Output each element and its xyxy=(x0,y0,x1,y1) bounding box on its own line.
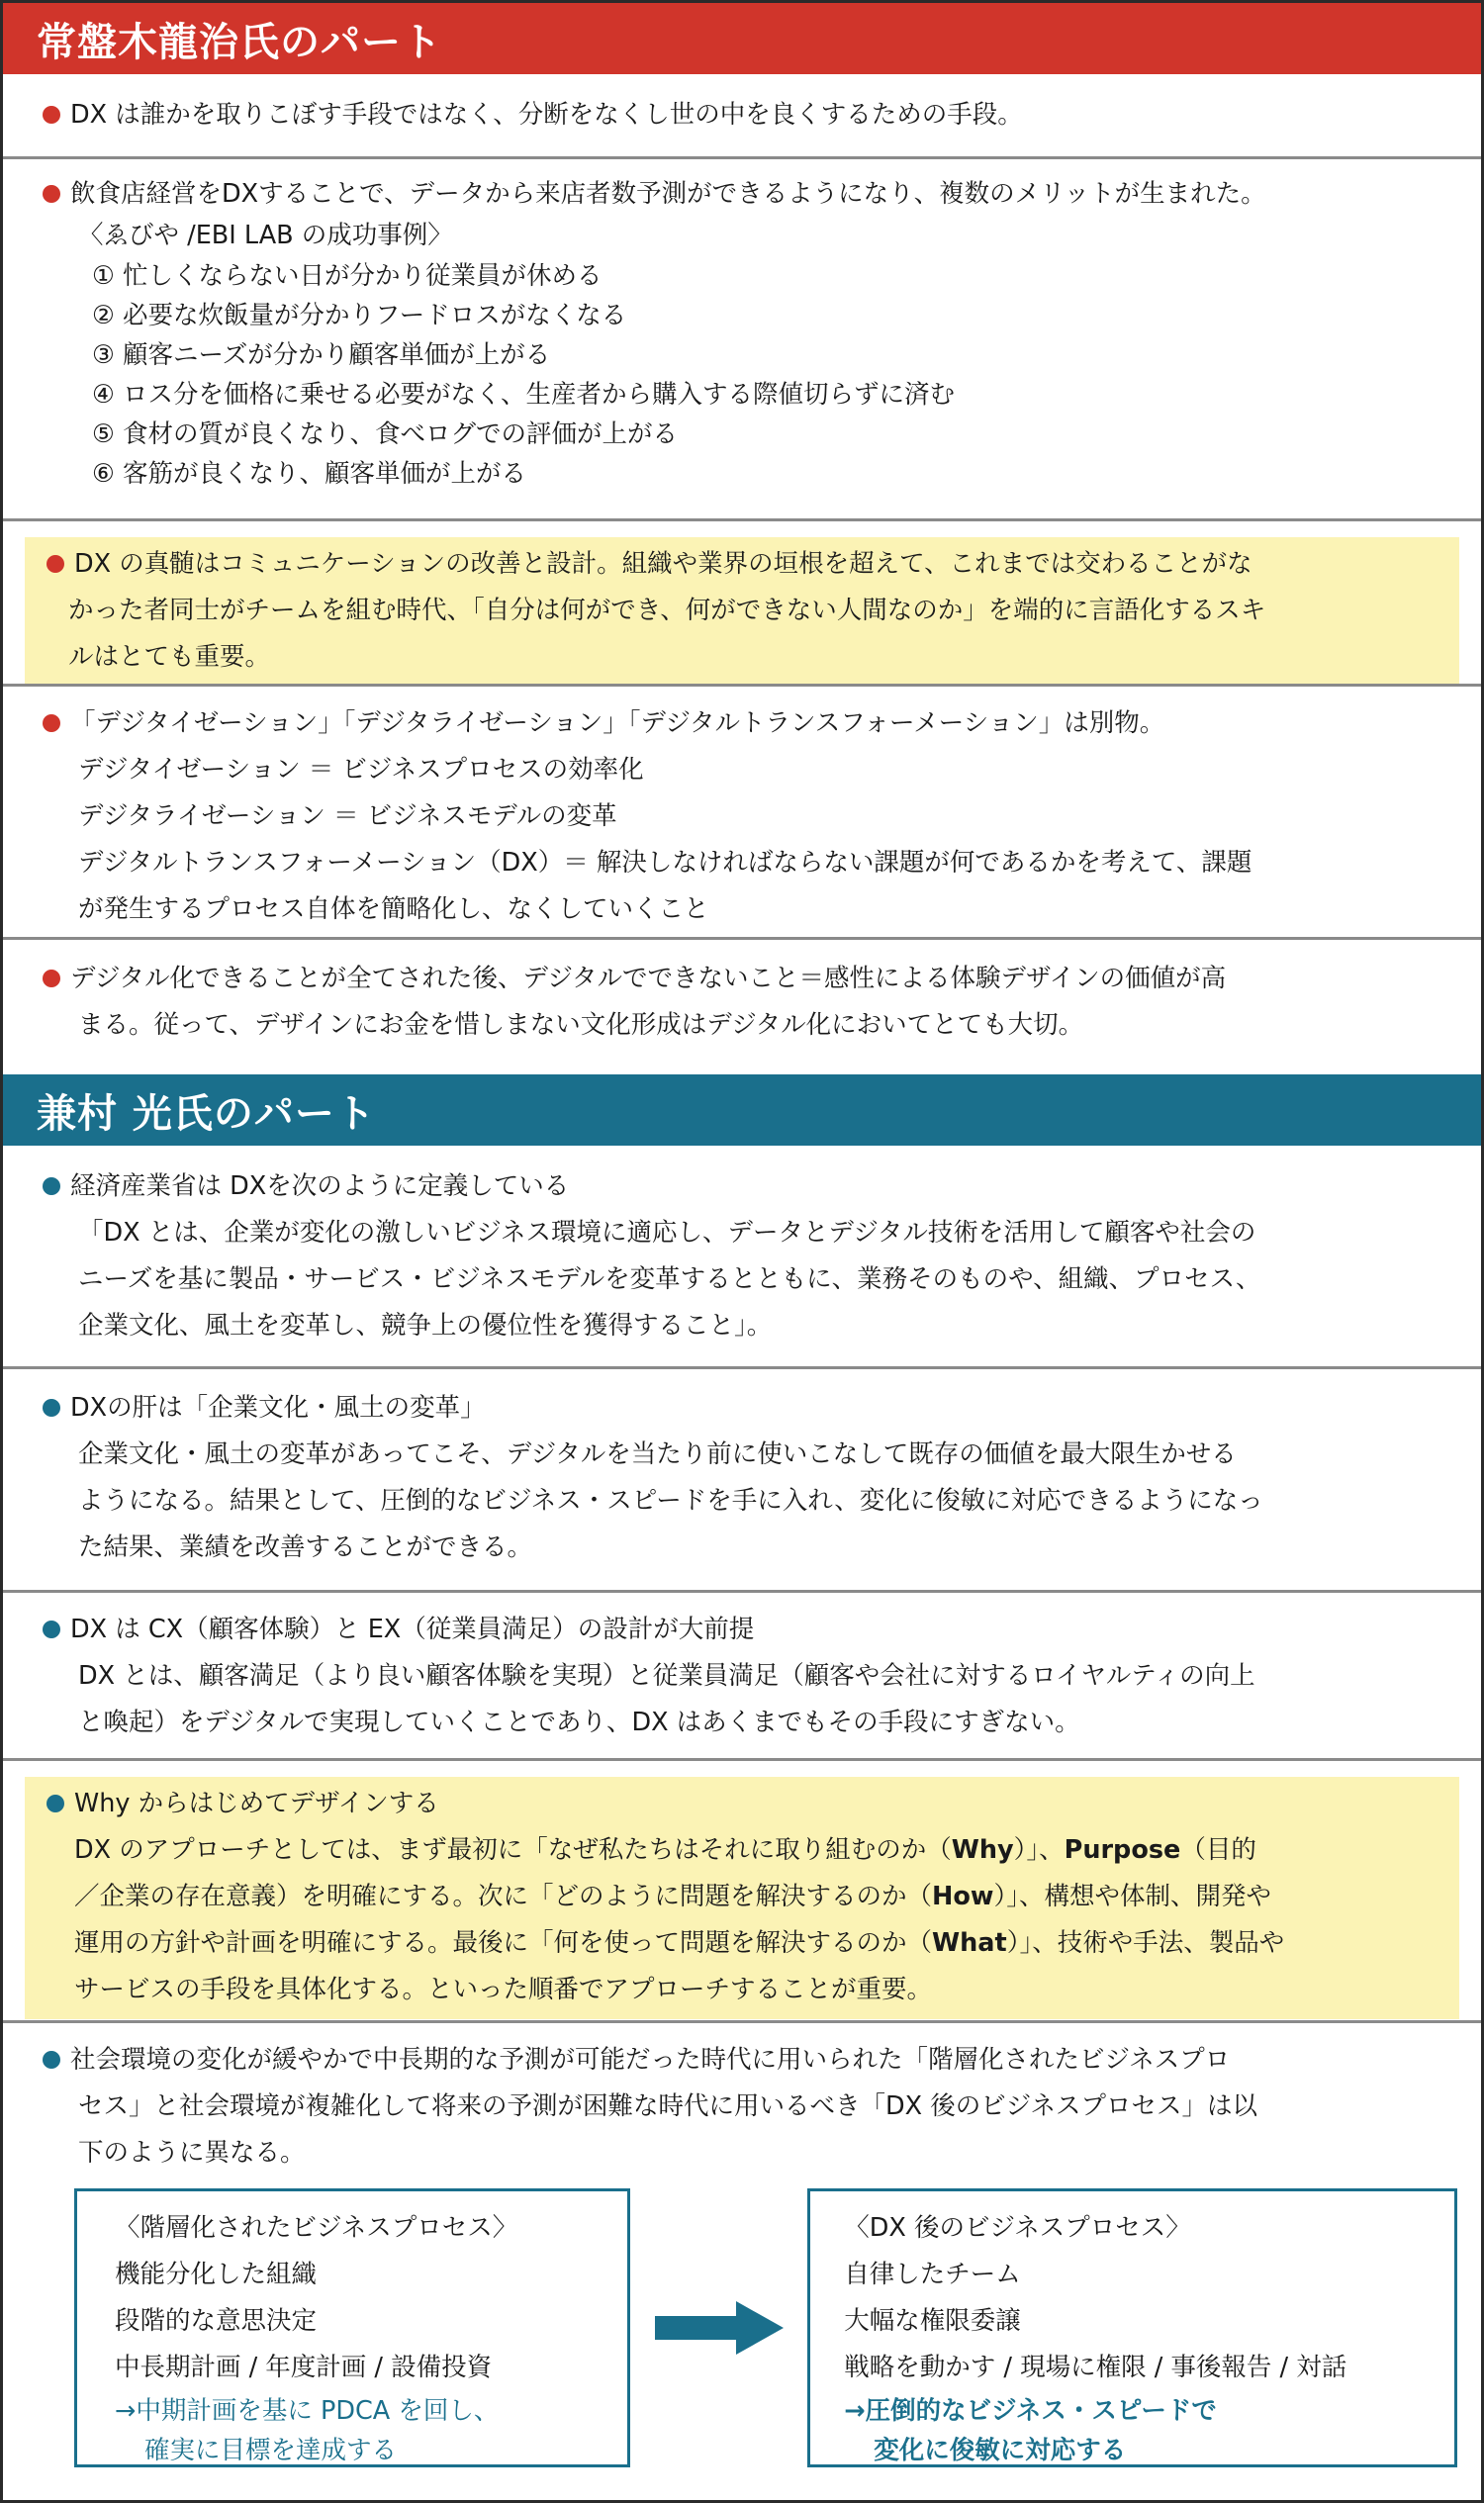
part2-section-2: DXの肝は「企業文化・風土の変革」 企業文化・風土の変革があってこそ、デジタルを当たり前に使いこなして既存の価値を最大限生かせる ようになる。結果として、圧倒的なビジネス・スピードを手に入れ、変化に俊敏に対応できるようになっ た結果、業績を改善することができる。 xyxy=(3,1369,1481,1593)
part1-section-3 xyxy=(3,521,1481,687)
part2-header xyxy=(3,1074,1481,1146)
dx-process-box: 〈DX 後のビジネスプロセス〉 自律したチーム 大幅な権限委譲 戦略を動かす / 現場に権限 / 事後報告 / 対話 →圧倒的なビジネス・スピードで 変化に俊敏に対応する xyxy=(807,2188,1457,2467)
arrow-right-icon xyxy=(630,2301,807,2355)
bullet-icon xyxy=(46,1795,64,1812)
list-item: ③ 顧客ニーズが分かり顧客単価が上がる xyxy=(92,340,551,370)
case-study-title: 〈ゑびや /EBI LAB の成功事例〉 xyxy=(78,221,453,250)
highlight-box: Why からはじめてデザインする DX のアプローチとしては、まず最初に「なぜ私たちはそれに取り組むのか（Why）」、Purpose（目的 ／企業の存在意義）を明確にする。次に「どのように問題を解決するのか（How）」、構想や体制、開発や 運用の方針や計画を明確にする。最後に「何を使って問題を解決するのか（What）」、技術や手法、製品や サービスの手段を具体化する。といった順番でアプローチすることが重要。 xyxy=(25,1777,1459,2019)
list-item: ⑥ 客筋が良くなり、顧客単価が上がる xyxy=(92,459,526,489)
bullet-icon xyxy=(43,970,60,987)
process-comparison xyxy=(74,2188,1457,2467)
bullet-icon xyxy=(43,2051,60,2069)
part1-section-1: DX は誰かを取りこぼす手段ではなく、分断をなくし世の中を良くするための手段。 xyxy=(3,74,1481,159)
bullet-icon xyxy=(46,555,64,573)
part2-section-1: 経済産業省は DXを次のように定義している 「DX とは、企業が変化の激しいビジネス環境に適応し、データとデジタル技術を活用して顧客や社会の ニーズを基に製品・サービス・ビジネスモデルを変革するとともに、業務そのものや、組織、プロセス、 企業文化、風土を変革し、競争上の優位性を獲得すること」。 xyxy=(3,1146,1481,1369)
part2-section-5: 社会環境の変化が緩やかで中長期的な予測が可能だった時代に用いられた「階層化されたビジネスプロ セス」と社会環境が複雑化して将来の予測が困難な時代に用いるべき「DX 後のビジネスプロセス」は以 下のように異なる。 〈階層化されたビジネスプロセス〉 機能分化した組織 段階的な意思決定 中長期計画 / 年度計画 / 設備投資 →中期計画を基に PDCA を回し、 確実に目標を達成する 〈DX 後のビジネスプロセス〉 自律したチーム 大幅な権限委譲 戦略を動かす / 現場に権限 / 事後報告 / 対話 →圧倒的なビジネス・スピードで 変化に俊敏に対応する xyxy=(3,2023,1481,2467)
part2-section-3: DX は CX（顧客体験）と EX（従業員満足）の設計が大前提 DX とは、顧客満足（より良い顧客体験を実現）と従業員満足（顧客や会社に対するロイヤルティの向上 と喚起）をデジタルで実現していくことであり、DX はあくまでもその手段にすぎない。 xyxy=(3,1593,1481,1761)
list-item: ① 忙しくならない日が分かり従業員が休める xyxy=(92,261,603,291)
part2-title: 兼村 光氏のパート xyxy=(37,1090,376,1137)
part1-section-5: デジタル化できることが全てされた後、デジタルでできないこと＝感性による体験デザインの価値が高 まる。従って、デザインにお金を惜しまない文化形成はデジタル化においてとても大切。 xyxy=(3,940,1481,1074)
list-item: ② 必要な炊飯量が分かりフードロスがなくなる xyxy=(92,301,627,330)
part2-section-4 xyxy=(3,1761,1481,2023)
bullet-icon xyxy=(43,1399,60,1417)
part1-header xyxy=(3,3,1481,74)
part1-title: 常盤木龍治氏のパート xyxy=(37,19,442,65)
hierarchical-process-box: 〈階層化されたビジネスプロセス〉 機能分化した組織 段階的な意思決定 中長期計画 / 年度計画 / 設備投資 →中期計画を基に PDCA を回し、 確実に目標を達成する xyxy=(74,2188,630,2467)
bullet-icon xyxy=(43,106,60,124)
list-item: ⑤ 食材の質が良くなり、食べログでの評価が上がる xyxy=(92,419,678,449)
list-item: ④ ロス分を価格に乗せる必要がなく、生産者から購入する際値切らずに済む xyxy=(92,380,955,410)
bullet-icon xyxy=(43,1177,60,1195)
highlight-box: DX の真髄はコミュニケーションの改善と設計。組織や業界の垣根を超えて、これまでは交わることがな かった者同士がチームを組む時代、「自分は何ができ、何ができない人間なのか」を端的に言語化するスキ ルはとても重要。 xyxy=(25,537,1459,687)
bullet-icon xyxy=(43,185,60,203)
bullet-icon xyxy=(43,1621,60,1638)
part1-section-2: 飲食店経営をDXすることで、データから来店者数予測ができるようになり、複数のメリットが生まれた。 〈ゑびや /EBI LAB の成功事例〉 ① 忙しくならない日が分かり従業員が休める ② 必要な炊飯量が分かりフードロスがなくなる ③ 顧客ニーズが分かり顧客単価が上がる ④ ロス分を価格に乗せる必要がなく、生産者から購入する際値切らずに済む ⑤ 食材の質が良くなり、食べログでの評価が上がる ⑥ 客筋が良くなり、顧客単価が上がる xyxy=(3,159,1481,521)
part1-section-4: 「デジタイゼーション」「デジタライゼーション」「デジタルトランスフォーメーション」は別物。 デジタイゼーション ＝ ビジネスプロセスの効率化 デジタライゼーション ＝ ビジネスモデルの変革 デジタルトランスフォーメーション（DX）＝ 解決しなければならない課題が何であるかを考えて、課題 が発生するプロセス自体を簡略化し、なくしていくこと xyxy=(3,687,1481,940)
bullet-icon xyxy=(43,714,60,732)
